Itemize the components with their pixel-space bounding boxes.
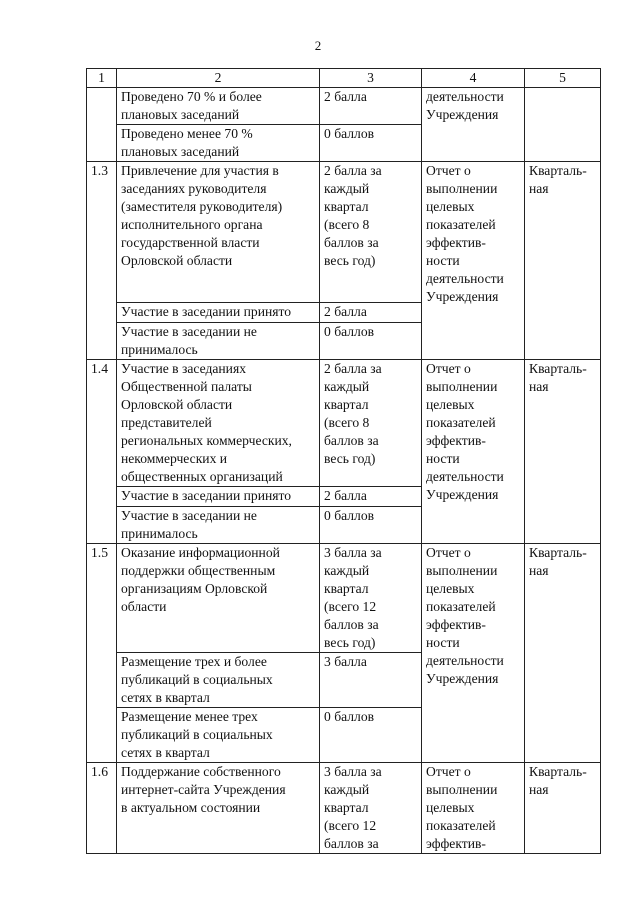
row-number-cell: 1.6	[87, 763, 117, 854]
indicator-cell: Участие в заседании принято	[117, 487, 320, 507]
score-cell: 3 балла за каждый квартал (всего 12 баллов за весь год)	[320, 544, 422, 653]
page-number: 2	[314, 38, 322, 53]
score-cell: 0 баллов	[320, 323, 422, 360]
row-number-cell: 1.5	[87, 544, 117, 763]
score-cell: 3 балла за каждый квартал (всего 12 баллов за	[320, 763, 422, 854]
indicator-cell: Поддержание собственного интернет-сайта Учреждения в актуальном состоянии	[117, 763, 320, 854]
period-cell: Кварталь- ная	[525, 763, 601, 854]
table-header-row	[87, 69, 601, 88]
row-number-cell	[87, 88, 117, 162]
indicator-cell: Участие в заседаниях Общественной палаты Орловской области представителей региональных коммерческих, некоммерческих и общественных организаций	[117, 360, 320, 487]
score-cell: 3 балла	[320, 653, 422, 708]
indicator-cell: Проведено 70 % и более плановых заседаний	[117, 88, 320, 125]
header-cell: 3	[320, 69, 422, 88]
indicator-cell: Участие в заседании не принималось	[117, 507, 320, 544]
score-cell: 2 балла за каждый квартал (всего 8 баллов за весь год)	[320, 360, 422, 487]
indicator-cell: Участие в заседании не принималось	[117, 323, 320, 360]
header-cell: 2	[117, 69, 320, 88]
row-number-cell: 1.4	[87, 360, 117, 544]
indicator-cell: Оказание информационной поддержки общественным организациям Орловской области	[117, 544, 320, 653]
source-cell: Отчет о выполнении целевых показателей эффектив- ности деятельности Учреждения	[422, 360, 525, 544]
indicator-cell: Проведено менее 70 % плановых заседаний	[117, 125, 320, 162]
indicator-cell: Размещение менее трех публикаций в социальных сетях в квартал	[117, 708, 320, 763]
source-cell: деятельности Учреждения	[422, 88, 525, 162]
period-cell: Кварталь- ная	[525, 360, 601, 544]
row-number-cell: 1.3	[87, 162, 117, 360]
indicator-cell: Участие в заседании принято	[117, 303, 320, 323]
indicator-cell: Размещение трех и более публикаций в социальных сетях в квартал	[117, 653, 320, 708]
score-cell: 0 баллов	[320, 708, 422, 763]
table-row	[87, 162, 601, 303]
source-cell: Отчет о выполнении целевых показателей эффектив- ности деятельности Учреждения	[422, 544, 525, 763]
score-cell: 0 баллов	[320, 507, 422, 544]
score-cell: 2 балла за каждый квартал (всего 8 баллов за весь год)	[320, 162, 422, 303]
header-cell: 1	[87, 69, 117, 88]
criteria-table	[86, 68, 601, 854]
table-row	[87, 360, 601, 487]
score-cell: 2 балла	[320, 88, 422, 125]
header-cell: 5	[525, 69, 601, 88]
header-cell: 4	[422, 69, 525, 88]
period-cell	[525, 88, 601, 162]
score-cell: 0 баллов	[320, 125, 422, 162]
source-cell: Отчет о выполнении целевых показателей эффектив- ности деятельности Учреждения	[422, 162, 525, 360]
source-cell: Отчет о выполнении целевых показателей эффектив-	[422, 763, 525, 854]
table-row	[87, 544, 601, 653]
table-row	[87, 88, 601, 125]
score-cell: 2 балла	[320, 487, 422, 507]
score-cell: 2 балла	[320, 303, 422, 323]
table-row	[87, 763, 601, 854]
period-cell: Кварталь- ная	[525, 544, 601, 763]
indicator-cell: Привлечение для участия в заседаниях руководителя (заместителя руководителя) исполнительного органа государственной власти Орловской области	[117, 162, 320, 303]
period-cell: Кварталь- ная	[525, 162, 601, 360]
